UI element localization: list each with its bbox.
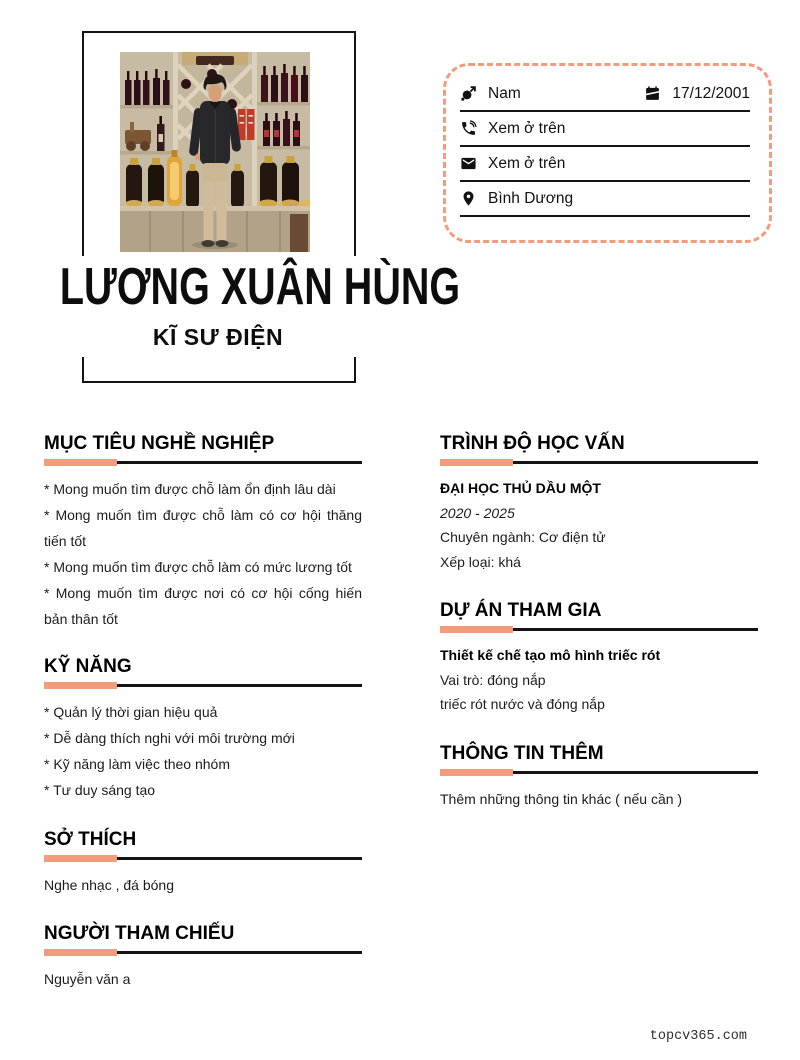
education-period: 2020 - 2025	[440, 504, 515, 521]
section-heading: MỤC TIÊU NGHỀ NGHIỆP	[44, 433, 275, 454]
objective-item: * Mong muốn tìm được chỗ làm có mức lương tốt	[44, 559, 352, 575]
project-desc: triếc rót nước và đóng nắp	[440, 696, 605, 712]
section-heading: TRÌNH ĐỘ HỌC VẤN	[440, 433, 625, 454]
education-grade: Xếp loại: khá	[440, 553, 521, 570]
phone-value: Xem ở trên	[488, 119, 566, 137]
candidate-job-title: KĨ SƯ ĐIỆN	[152, 323, 284, 350]
section-heading: SỞ THÍCH	[44, 829, 137, 850]
location-pin-icon	[460, 190, 477, 207]
section-skills	[44, 655, 362, 803]
dob-value: 17/12/2001	[672, 84, 750, 102]
education-school: ĐẠI HỌC THỦ DẦU MỘT	[440, 480, 601, 496]
calendar-icon	[644, 85, 661, 102]
section-rule	[44, 855, 362, 862]
profile-photo	[120, 52, 310, 252]
education-major: Chuyên ngành: Cơ điện tử	[440, 529, 606, 545]
project-name: Thiết kế chế tạo mô hình triếc rót	[440, 647, 661, 663]
section-heading: DỰ ÁN THAM GIA	[440, 600, 602, 621]
contact-row-gender-dob	[460, 77, 750, 112]
skill-item: * Tư duy sáng tạo	[44, 782, 156, 798]
section-additional-info	[440, 742, 758, 812]
section-rule	[440, 769, 758, 776]
watermark: topcv365.com	[649, 1029, 747, 1044]
skill-item: * Dễ dàng thích nghi với môi trường mới	[44, 730, 295, 746]
project-role: Vai trò: đóng nắp	[440, 671, 546, 688]
address-value: Bình Dương	[488, 189, 574, 207]
objective-item: * Mong muốn tìm được chỗ làm có cơ hội thăng tiến tốt	[44, 507, 362, 549]
skill-item: * Kỹ năng làm việc theo nhóm	[44, 756, 230, 772]
section-heading: THÔNG TIN THÊM	[440, 743, 604, 764]
section-rule	[44, 459, 362, 466]
gender-icon	[460, 85, 477, 102]
email-value: Xem ở trên	[488, 154, 566, 172]
section-rule	[44, 949, 362, 956]
contact-row-email	[460, 147, 750, 182]
skill-item: * Quản lý thời gian hiệu quả	[44, 704, 218, 720]
section-projects	[440, 599, 758, 717]
objective-item: * Mong muốn tìm được nơi có cơ hội cống hiến bản thân tốt	[44, 585, 362, 627]
contact-row-address	[460, 182, 750, 217]
mail-icon	[460, 155, 477, 172]
phone-icon	[460, 120, 477, 137]
section-education	[440, 432, 758, 574]
additional-info-text: Thêm những thông tin khác ( nếu cần )	[440, 791, 683, 807]
hobbies-text: Nghe nhạc , đá bóng	[44, 877, 174, 893]
section-rule	[440, 459, 758, 466]
reference-name: Nguyễn văn a	[44, 971, 131, 987]
section-rule	[44, 682, 362, 689]
gender-value: Nam	[488, 84, 521, 102]
section-heading: KỸ NĂNG	[44, 656, 132, 677]
header-block	[10, 256, 461, 357]
section-references	[44, 922, 362, 992]
contact-row-phone	[460, 112, 750, 147]
section-rule	[440, 626, 758, 633]
section-heading: NGƯỜI THAM CHIẾU	[44, 923, 235, 944]
contact-box	[443, 63, 772, 243]
candidate-name: LƯƠNG XUÂN HÙNG	[59, 258, 461, 316]
objective-item: * Mong muốn tìm được chỗ làm ổn định lâu dài	[44, 481, 336, 497]
section-objective	[44, 432, 362, 632]
section-hobbies	[44, 828, 362, 898]
